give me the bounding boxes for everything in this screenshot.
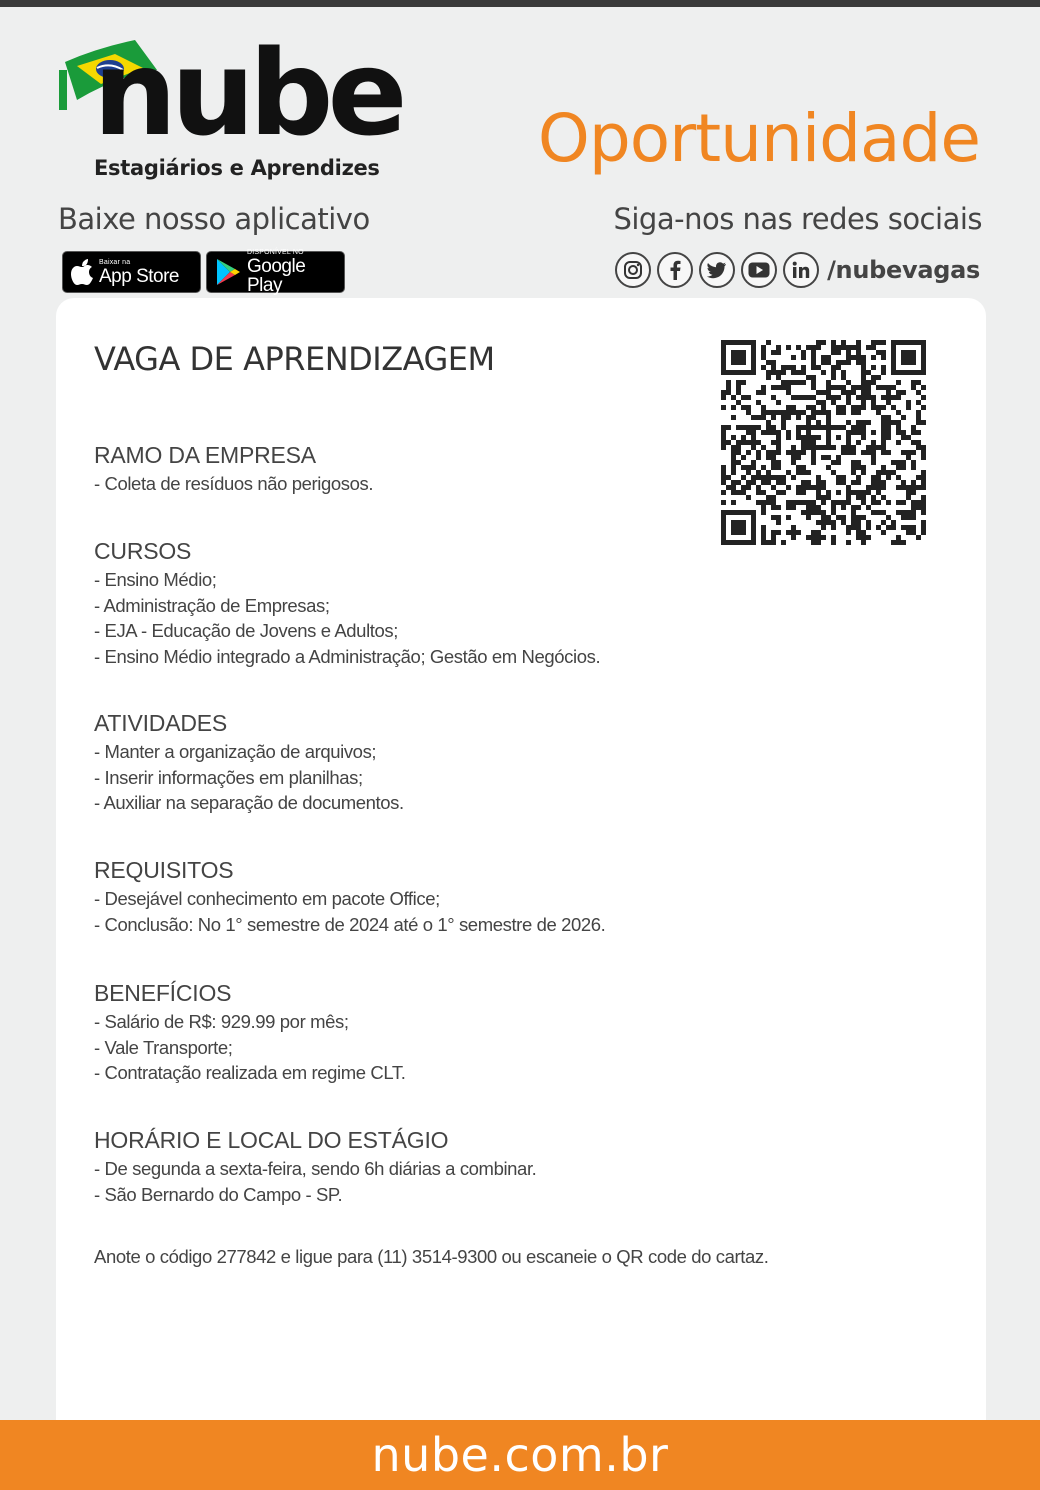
section-line: - De segunda a sexta-feira, sendo 6h diárias a combinar. [94, 1158, 537, 1179]
section-line: - Desejável conhecimento em pacote Office; [94, 888, 440, 909]
job-title: VAGA DE APRENDIZAGEM [94, 340, 495, 378]
youtube-icon[interactable] [741, 252, 777, 288]
section-line: - Coleta de resíduos não perigosos. [94, 473, 374, 494]
section-cursos [94, 538, 600, 670]
section-line: - Ensino Médio integrado a Administração; Gestão em Negócios. [94, 646, 601, 668]
section-line: - Auxiliar na separação de documentos. [94, 792, 404, 814]
section-ramo [94, 442, 373, 497]
social-label: Siga-nos nas redes sociais [613, 202, 982, 236]
section-line: - Inserir informações em planilhas; [94, 766, 363, 788]
section-heading: CURSOS [94, 538, 192, 564]
window-top-bar [0, 0, 1040, 7]
section-atividades [94, 710, 404, 816]
app-store-button[interactable] [62, 251, 201, 293]
apple-icon [71, 259, 93, 285]
section-line: - Ensino Médio; [94, 569, 217, 590]
section-heading: HORÁRIO E LOCAL DO ESTÁGIO [94, 1127, 449, 1153]
section-line: - Contratação realizada em regime CLT. [94, 1062, 406, 1084]
headline: Oportunidade [537, 100, 980, 177]
google-play-small-text: DISPONÍVEL NO [247, 249, 304, 256]
section-heading: REQUISITOS [94, 857, 234, 883]
section-line: - São Bernardo do Campo - SP. [94, 1183, 343, 1205]
job-card [56, 298, 986, 1438]
app-store-label: App Store [99, 265, 179, 287]
nube-logo [57, 24, 402, 190]
logo-wordmark: nube [93, 24, 402, 162]
section-line: - Manter a organização de arquivos; [94, 741, 377, 762]
section-line: - Vale Transporte; [94, 1036, 233, 1058]
footer-bar [0, 1420, 1040, 1490]
section-line: - Conclusão: No 1° semestre de 2024 até o 1° semestre de 2026. [94, 913, 606, 935]
section-beneficios [94, 980, 405, 1086]
app-store-small-text: Baixar na [99, 258, 131, 266]
instagram-icon[interactable] [615, 252, 651, 288]
linkedin-icon[interactable] [783, 252, 819, 288]
google-play-label: Google Play [247, 256, 306, 296]
social-links [615, 252, 980, 288]
section-heading: RAMO DA EMPRESA [94, 442, 316, 468]
section-heading: BENEFÍCIOS [94, 980, 232, 1006]
facebook-icon[interactable] [657, 252, 693, 288]
download-app-label: Baixe nosso aplicativo [58, 202, 370, 236]
contact-note: Anote o código 277842 e ligue para (11) 3514-9300 ou escaneie o QR code do cartaz. [94, 1246, 769, 1267]
section-line: - Administração de Empresas; [94, 594, 330, 616]
section-line: - EJA - Educação de Jovens e Adultos; [94, 620, 399, 642]
google-play-icon [215, 258, 241, 286]
logo-tagline: Estagiários e Aprendizes [94, 156, 380, 180]
section-horario-local [94, 1127, 536, 1207]
section-line: - Salário de R$: 929.99 por mês; [94, 1011, 349, 1032]
section-heading: ATIVIDADES [94, 710, 228, 736]
twitter-icon[interactable] [699, 252, 735, 288]
qr-code[interactable] [721, 340, 926, 545]
google-play-button[interactable] [206, 249, 345, 296]
section-requisitos [94, 857, 605, 937]
footer-url[interactable]: nube.com.br [371, 1428, 669, 1482]
social-handle[interactable]: /nubevagas [827, 256, 980, 284]
